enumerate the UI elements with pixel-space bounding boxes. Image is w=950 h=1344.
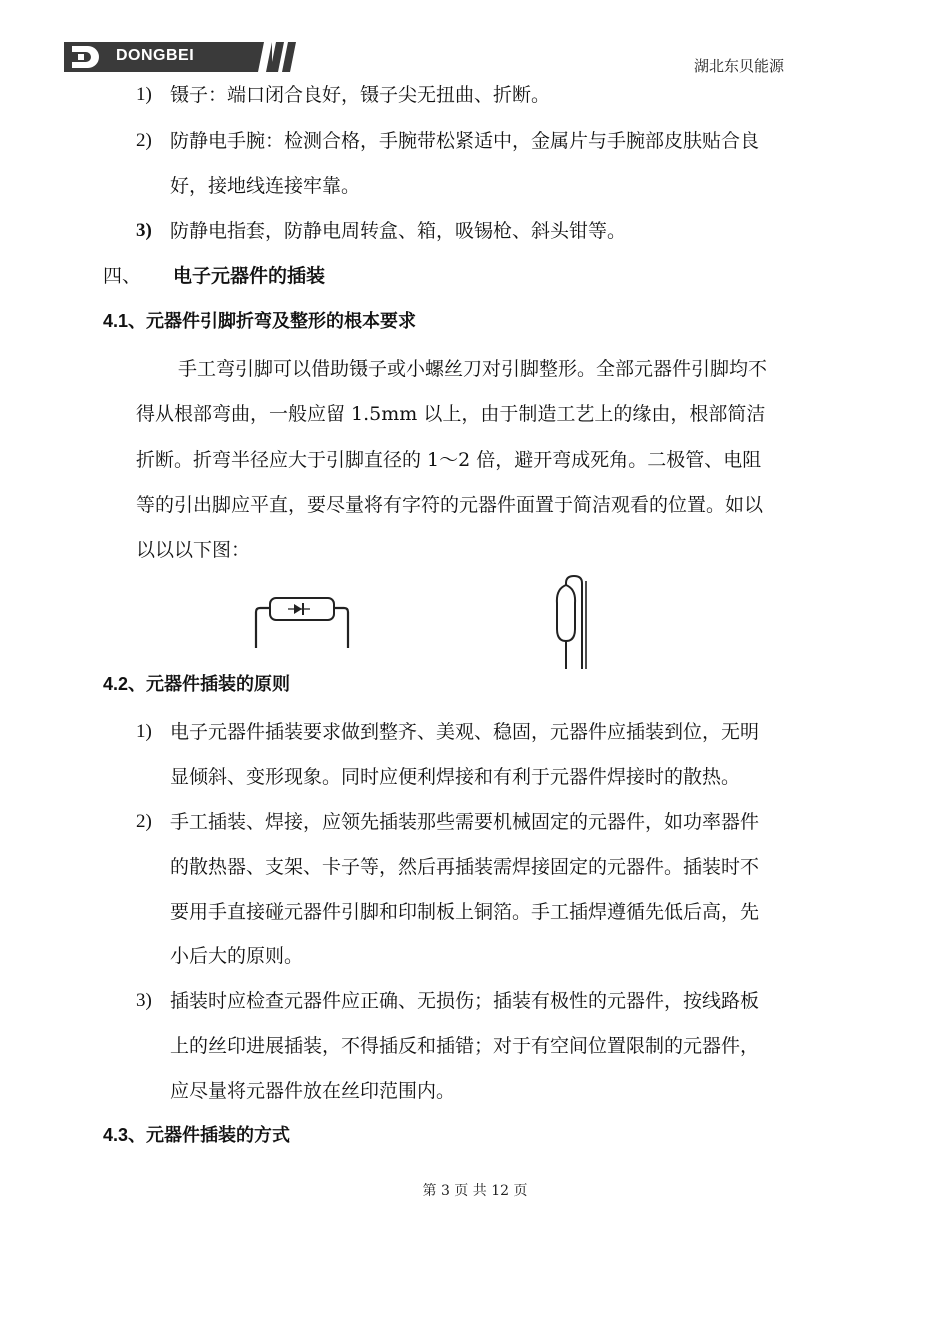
subsection-title: 、元器件插装的方式 bbox=[128, 1125, 291, 1146]
paragraph-line: 折断。折弯半径应大于引脚直径的 1～2 倍，避开弯成死角。二极管、电阻 bbox=[136, 449, 762, 471]
list-number: 1) bbox=[136, 84, 152, 105]
subsection-number: 4.2 bbox=[103, 674, 129, 694]
list-text: 好，接地线连接牢靠。 bbox=[170, 175, 361, 197]
list-text: 电子元器件插装要求做到整齐、美观、稳固，元器件应插装到位，无明 bbox=[170, 721, 760, 743]
list-text: 防静电指套，防静电周转盒、箱，吸锡枪、斜头钳等。 bbox=[170, 220, 627, 242]
company-logo bbox=[64, 42, 296, 72]
paragraph-line: 手工弯引脚可以借助镊子或小螺丝刀对引脚整形。全部元器件引脚均不 bbox=[178, 358, 768, 380]
subsection-title: 、元器件引脚折弯及整形的根本要求 bbox=[128, 311, 417, 332]
list-number: 3) bbox=[136, 990, 152, 1011]
list-text: 防静电手腕：检测合格，手腕带松紧适中，金属片与手腕部皮肤贴合良 bbox=[170, 130, 760, 152]
subsection-heading-4-3 bbox=[103, 1123, 290, 1148]
list-text: 的散热器、支架、卡子等，然后再插装需焊接固定的元器件。插装时不 bbox=[170, 856, 760, 878]
subsection-title: 、元器件插装的原则 bbox=[128, 674, 291, 695]
list-text: 小后大的原则。 bbox=[170, 945, 304, 967]
vertical-component-figure bbox=[552, 573, 598, 673]
section-heading bbox=[103, 264, 325, 288]
page-number: 第 3 页 共 12 页 bbox=[422, 1183, 528, 1199]
list-number: 2) bbox=[136, 130, 152, 151]
subsection-number: 4.1 bbox=[103, 311, 129, 331]
logo-text: DONGBEI bbox=[116, 47, 195, 64]
list-number: 1) bbox=[136, 721, 152, 742]
list-text: 手工插装、焊接，应领先插装那些需要机械固定的元器件，如功率器件 bbox=[170, 811, 760, 833]
list-number: 2) bbox=[136, 811, 152, 832]
horizontal-diode-figure bbox=[248, 596, 356, 650]
list-number: 3) bbox=[136, 220, 152, 241]
list-text: 要用手直接碰元器件引脚和印制板上铜箔。手工插焊遵循先低后高，先 bbox=[170, 901, 760, 923]
list-text: 插装时应检查元器件应正确、无损伤；插装有极性的元器件，按线路板 bbox=[170, 990, 760, 1012]
list-text: 应尽量将元器件放在丝印范围内。 bbox=[170, 1080, 456, 1102]
subsection-number: 4.3 bbox=[103, 1125, 129, 1145]
paragraph-line: 以以以下图： bbox=[136, 539, 251, 561]
list-text: 上的丝印进展插装，不得插反和插错；对于有空间位置限制的元器件， bbox=[170, 1035, 760, 1057]
subsection-heading-4-2 bbox=[103, 672, 290, 697]
list-text: 镊子：端口闭合良好，镊子尖无扭曲、折断。 bbox=[170, 84, 551, 106]
paragraph-line: 等的引出脚应平直，要尽量将有字符的元器件面置于简洁观看的位置。如以 bbox=[136, 494, 764, 516]
section-title: 电子元器件的插装 bbox=[173, 265, 326, 287]
list-text: 显倾斜、变形现象。同时应便利焊接和有利于元器件焊接时的散热。 bbox=[170, 766, 741, 788]
paragraph-line: 得从根部弯曲，一般应留 1.5mm 以上，由于制造工艺上的缘由，根部简洁 bbox=[136, 403, 766, 425]
section-number: 四、 bbox=[103, 265, 142, 287]
company-name: 湖北东贝能源 bbox=[693, 57, 784, 75]
subsection-heading-4-1 bbox=[103, 309, 416, 334]
